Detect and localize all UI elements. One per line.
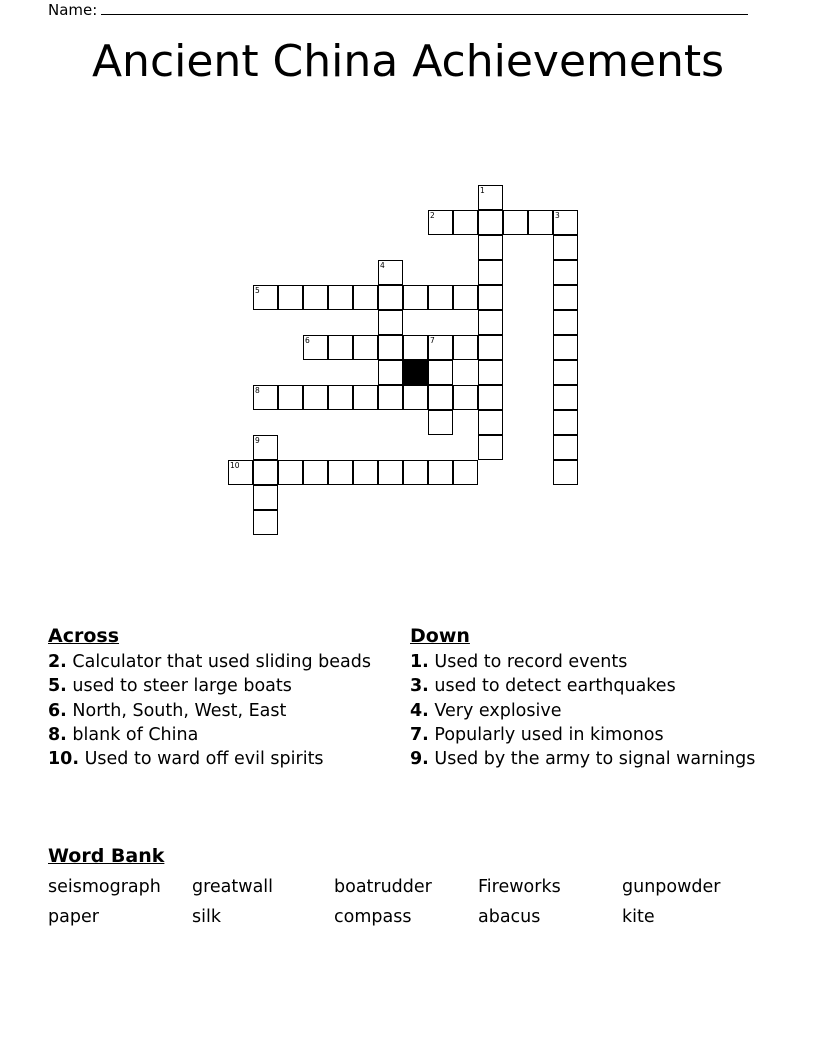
crossword-cell[interactable] [378, 460, 403, 485]
crossword-cell-number: 4 [380, 261, 385, 270]
crossword-cell-number: 8 [255, 386, 260, 395]
name-label: Name: [48, 1, 98, 19]
crossword-cell[interactable] [253, 460, 278, 485]
crossword-cell-number: 2 [430, 211, 435, 220]
clue-text: Very explosive [434, 700, 562, 721]
crossword-cell[interactable] [303, 460, 328, 485]
word-bank-list [48, 877, 768, 927]
crossword-cell-number: 10 [230, 461, 240, 470]
clue-text: used to steer large boats [72, 676, 292, 697]
clue-number: 1. [410, 652, 429, 672]
across-column [48, 625, 410, 772]
crossword-cell[interactable] [478, 410, 503, 435]
crossword-cell[interactable] [303, 335, 328, 360]
crossword-cell[interactable] [428, 285, 453, 310]
crossword-cell[interactable] [478, 360, 503, 385]
crossword-cell[interactable] [253, 385, 278, 410]
crossword-cell[interactable] [428, 410, 453, 435]
crossword-cell[interactable] [378, 285, 403, 310]
crossword-cell[interactable] [428, 385, 453, 410]
clue-across-8 [48, 724, 396, 747]
clue-down-9 [410, 748, 768, 771]
word-bank-item: abacus [478, 907, 541, 927]
down-heading: Down [410, 625, 470, 647]
crossword-cell[interactable] [478, 235, 503, 260]
crossword-cell[interactable] [303, 385, 328, 410]
crossword-cell[interactable] [553, 235, 578, 260]
word-bank-item: boatrudder [334, 877, 432, 897]
crossword-cell[interactable] [353, 335, 378, 360]
crossword-cell[interactable] [328, 385, 353, 410]
clue-across-6 [48, 700, 396, 723]
name-blank-line[interactable] [101, 0, 748, 15]
clue-down-3 [410, 675, 768, 698]
word-bank-item: silk [192, 907, 221, 927]
crossword-cell[interactable] [278, 385, 303, 410]
crossword-cell[interactable] [253, 485, 278, 510]
word-bank-item: paper [48, 907, 99, 927]
clue-text: Popularly used in kimonos [434, 724, 664, 745]
crossword-cell-number: 3 [555, 211, 560, 220]
word-bank-item: greatwall [192, 877, 274, 897]
crossword-cell[interactable] [553, 460, 578, 485]
crossword-cell[interactable] [478, 310, 503, 335]
word-bank-item: compass [334, 907, 412, 927]
crossword-cell[interactable] [453, 460, 478, 485]
crossword-cell[interactable] [378, 335, 403, 360]
across-heading: Across [48, 625, 120, 647]
crossword-cell[interactable] [378, 385, 403, 410]
crossword-cell[interactable] [428, 360, 453, 385]
clue-text: Used to record events [434, 652, 628, 672]
crossword-cell[interactable] [378, 360, 403, 385]
clue-number: 3. [410, 676, 429, 697]
crossword-cell[interactable] [478, 335, 503, 360]
word-bank-item: kite [622, 907, 655, 927]
crossword-cell[interactable] [428, 335, 453, 360]
crossword-cell[interactable] [553, 335, 578, 360]
crossword-cell[interactable] [353, 285, 378, 310]
crossword-cell[interactable] [553, 385, 578, 410]
crossword-cell[interactable] [478, 260, 503, 285]
clue-text: blank of China [72, 724, 199, 745]
word-bank-item: seismograph [48, 877, 161, 897]
crossword-cell[interactable] [378, 260, 403, 285]
crossword-cell[interactable] [353, 460, 378, 485]
crossword-cell[interactable] [528, 210, 553, 235]
crossword-cell[interactable] [278, 285, 303, 310]
clue-across-5 [48, 675, 396, 698]
crossword-cell[interactable] [478, 210, 503, 235]
crossword-cell-blocked [403, 360, 428, 385]
crossword-cell[interactable] [403, 285, 428, 310]
clue-down-7 [410, 724, 768, 747]
crossword-cell[interactable] [403, 460, 428, 485]
clue-text: Calculator that used sliding beads [72, 652, 371, 672]
crossword-cell[interactable] [453, 210, 478, 235]
crossword-cell[interactable] [328, 335, 353, 360]
clue-text: Used by the army to signal warnings [434, 749, 756, 770]
page-title: Ancient China Achievements [91, 36, 725, 87]
word-bank-item: gunpowder [622, 877, 721, 897]
crossword-cell-number: 1 [480, 186, 485, 195]
clue-down-1 [410, 651, 768, 674]
crossword-cell[interactable] [553, 210, 578, 235]
crossword-cell[interactable] [303, 285, 328, 310]
crossword-cell[interactable] [253, 435, 278, 460]
word-bank-section [48, 845, 768, 927]
crossword-cell[interactable] [478, 435, 503, 460]
crossword-cell[interactable] [478, 285, 503, 310]
crossword-cell-number: 9 [255, 436, 260, 445]
crossword-cell[interactable] [253, 510, 278, 535]
crossword-cell-number: 5 [255, 286, 260, 295]
crossword-cell[interactable] [428, 210, 453, 235]
crossword-cell[interactable] [403, 385, 428, 410]
crossword-cell[interactable] [328, 285, 353, 310]
crossword-cell[interactable] [478, 385, 503, 410]
word-bank-item: Fireworks [478, 877, 561, 897]
clue-across-10 [48, 748, 396, 771]
crossword-cell[interactable] [453, 335, 478, 360]
crossword-cell[interactable] [553, 360, 578, 385]
crossword-cell[interactable] [553, 310, 578, 335]
clue-across-2 [48, 651, 396, 674]
crossword-cell[interactable] [453, 385, 478, 410]
crossword-cell[interactable] [553, 410, 578, 435]
crossword-cell[interactable] [328, 460, 353, 485]
clue-number: 6. [48, 700, 67, 721]
clue-number: 10. [48, 749, 80, 770]
clue-number: 7. [410, 724, 429, 745]
crossword-cell[interactable] [278, 460, 303, 485]
crossword-cell[interactable] [553, 260, 578, 285]
clue-text: Used to ward off evil spirits [84, 749, 324, 770]
crossword-cell[interactable] [503, 210, 528, 235]
crossword-cell[interactable] [403, 335, 428, 360]
word-bank-heading: Word Bank [48, 845, 165, 867]
crossword-cell[interactable] [228, 460, 253, 485]
name-field-row [48, 0, 748, 19]
crossword-cell[interactable] [553, 285, 578, 310]
crossword-cell[interactable] [253, 285, 278, 310]
clue-text: used to detect earthquakes [434, 676, 676, 697]
clue-number: 8. [48, 724, 67, 745]
down-column [410, 625, 768, 772]
crossword-cell-number: 6 [305, 336, 310, 345]
clue-number: 2. [48, 652, 67, 672]
crossword-area [0, 175, 816, 565]
clues-section [48, 625, 768, 772]
crossword-cell[interactable] [428, 460, 453, 485]
clue-text: North, South, West, East [72, 700, 287, 721]
clue-number: 4. [410, 700, 429, 721]
clue-number: 9. [410, 749, 429, 770]
crossword-cell-number: 7 [430, 336, 435, 345]
crossword-cell[interactable] [553, 435, 578, 460]
crossword-cell[interactable] [478, 185, 503, 210]
crossword-cell[interactable] [453, 285, 478, 310]
clue-number: 5. [48, 676, 67, 697]
crossword-cell[interactable] [378, 310, 403, 335]
crossword-cell[interactable] [353, 385, 378, 410]
clue-down-4 [410, 700, 768, 723]
